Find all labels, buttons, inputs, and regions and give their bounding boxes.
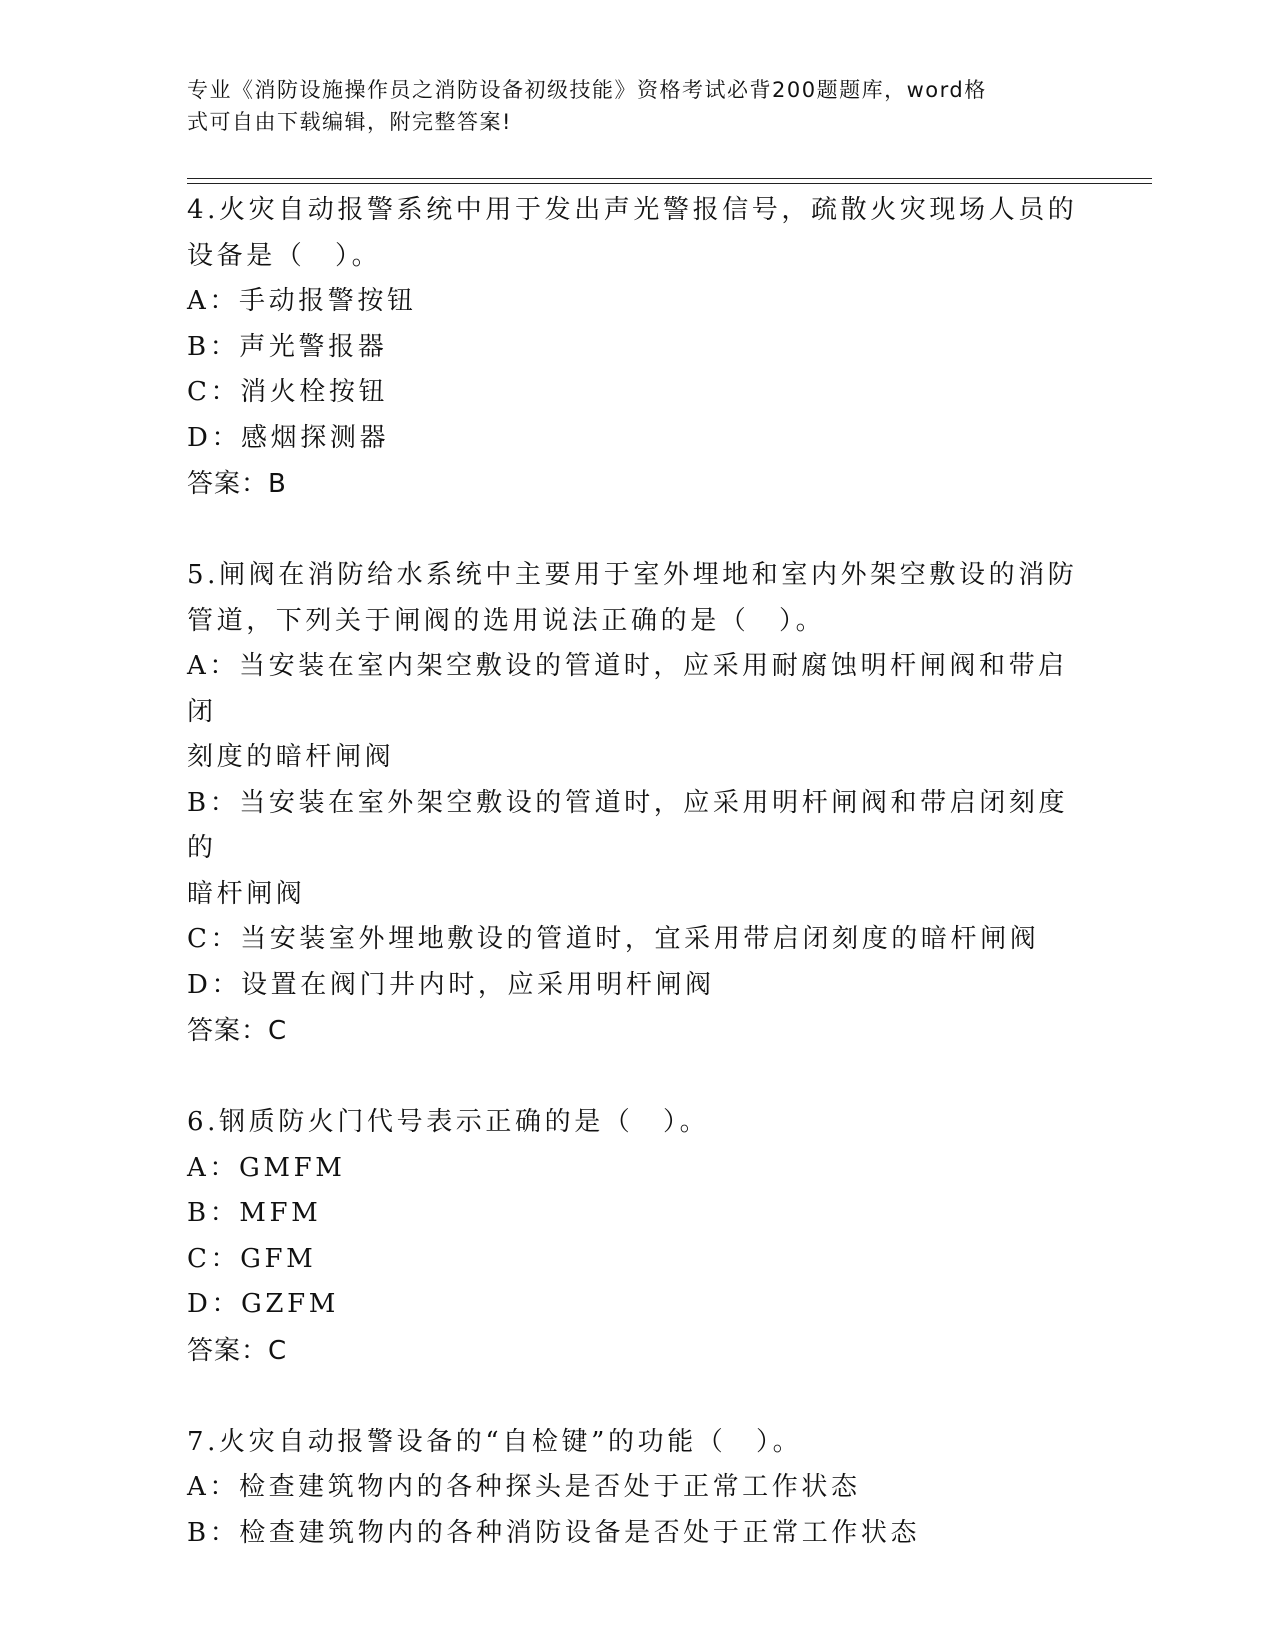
option-b-continued: 暗杆闸阀 [187, 878, 306, 909]
header-line-2: 式可自由下载编辑，附完整答案! [187, 110, 512, 134]
option-b: B：检查建筑物内的各种消防设备是否处于正常工作状态 [187, 1517, 921, 1548]
option-b: B：当安装在室外架空敷设的管道时，应采用明杆闸阀和带启闭刻度的 [187, 787, 1069, 863]
option-c: C：GFM [187, 1243, 317, 1274]
question-5 [187, 553, 1087, 1054]
question-stem-line: 7.火灾自动报警设备的“自检键”的功能（ ）。 [187, 1426, 803, 1457]
question-6 [187, 1100, 1087, 1374]
question-stem-line: 4.火灾自动报警系统中用于发出声光警报信号，疏散火灾现场人员的 [187, 195, 1078, 225]
option-c: C：消火栓按钮 [187, 377, 389, 407]
option-c: C：当安装室外埋地敷设的管道时，宜采用带启闭刻度的暗杆闸阀 [187, 924, 1040, 954]
option-a: A：检查建筑物内的各种探头是否处于正常工作状态 [187, 1472, 861, 1502]
answer: 答案：C [187, 1335, 288, 1366]
question-stem-line: 设备是（ ）。 [187, 240, 382, 271]
header-line-1: 专业《消防设施操作员之消防设备初级技能》资格考试必背200题题库，word格 [187, 78, 987, 102]
question-stem-line: 6.钢质防火门代号表示正确的是（ ）。 [187, 1107, 710, 1137]
answer: 答案：B [187, 469, 287, 499]
question-7 [187, 1420, 1087, 1557]
option-a: A：GMFM [187, 1152, 346, 1183]
question-list [187, 188, 1087, 1556]
option-b: B：MFM [187, 1198, 322, 1228]
answer: 答案：C [187, 1016, 288, 1046]
document-header [187, 74, 1067, 138]
question-stem-line: 5.闸阀在消防给水系统中主要用于室外埋地和室内外架空敷设的消防 [187, 560, 1078, 590]
question-4 [187, 188, 1087, 507]
option-a: A：当安装在室内架空敷设的管道时，应采用耐腐蚀明杆闸阀和带启闭 [187, 651, 1068, 727]
option-d: D：GZFM [187, 1289, 339, 1319]
option-a: A：手动报警按钮 [187, 286, 417, 316]
option-d: D：感烟探测器 [187, 422, 390, 453]
header-divider-top [187, 178, 1152, 179]
header-divider-bottom [187, 183, 1152, 184]
option-b: B：声光警报器 [187, 331, 388, 362]
question-stem-line: 管道，下列关于闸阀的选用说法正确的是（ ）。 [187, 605, 826, 636]
option-a-continued: 刻度的暗杆闸阀 [187, 742, 395, 772]
option-d: D：设置在阀门井内时，应采用明杆闸阀 [187, 969, 715, 1000]
